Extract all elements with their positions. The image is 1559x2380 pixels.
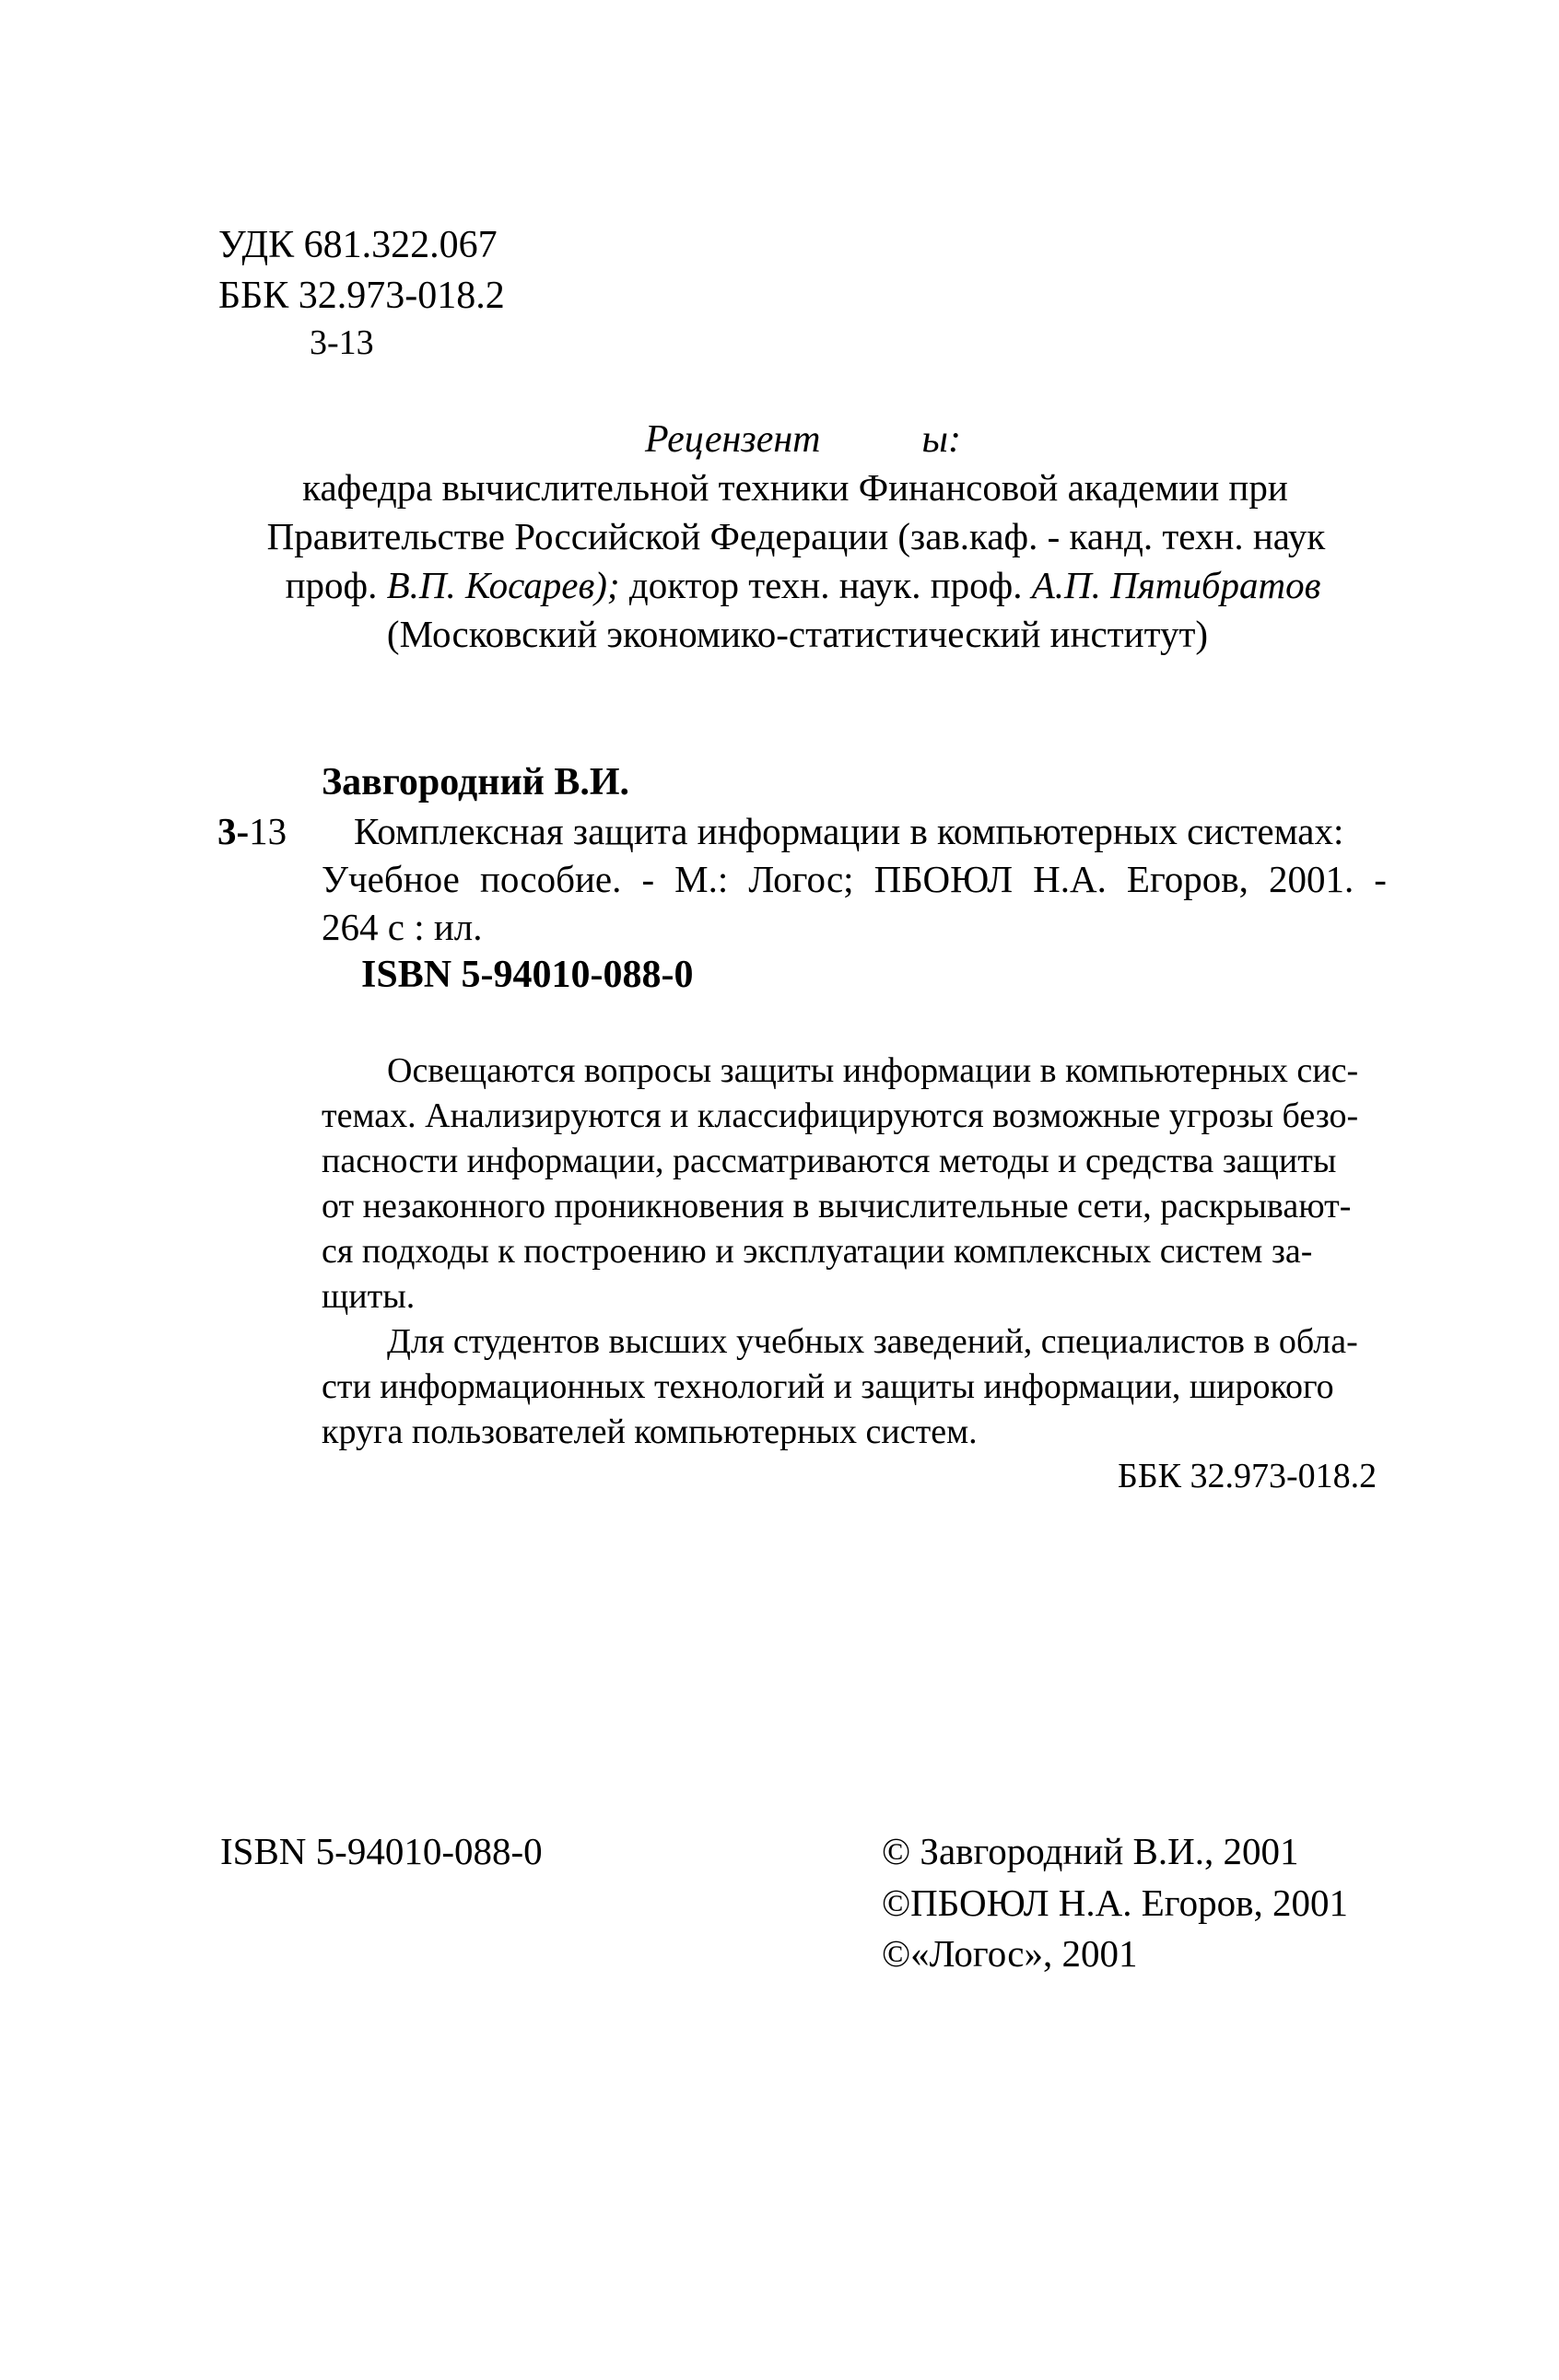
shelf-mark [217, 809, 287, 853]
annotation-line: от незаконного проникновения в вычислительные сети, раскрывают- [322, 1187, 1352, 1225]
annotation-line: сти информационных технологий и защиты информации, широкого [322, 1367, 1334, 1406]
bib-word: Егоров, [1126, 858, 1248, 900]
isbn-footer: ISBN 5-94010-088-0 [220, 1830, 543, 1872]
reviewers-heading-part1: Рецензент [645, 418, 821, 461]
reviewers-line-2: Правительстве Российской Федерации (зав.каф. - канд. техн. наук [266, 515, 1326, 557]
book-title-line-1: Комплексная защита информации в компьютерных системах: [354, 810, 1344, 852]
annotation-line: Освещаются вопросы защиты информации в компьютерных сис- [387, 1051, 1359, 1090]
reviewers-heading [645, 417, 961, 462]
shelf-mark-rest: 13 [249, 810, 287, 852]
annotation-line: круга пользователей компьютерных систем. [322, 1413, 978, 1451]
udk-code: УДК 681.322.067 [218, 224, 498, 266]
reviewers-line-4: (Московский экономико-статистический институт) [386, 613, 1209, 655]
bib-word: - [1374, 858, 1387, 900]
reviewer-kosarev: В.П. Косарев); [386, 564, 620, 606]
isbn-record: ISBN 5-94010-088-0 [361, 954, 694, 996]
copyright-logos: ©«Логос», 2001 [882, 1932, 1138, 1975]
bib-word: 2001. [1268, 858, 1354, 900]
annotation-line: щиты. [322, 1277, 416, 1316]
annotation-line: темах. Анализируются и классифицируются возможные угрозы безо- [322, 1096, 1359, 1135]
reviewers-line-3-c: доктор техн. наук. проф. [619, 564, 1032, 606]
annotation-line: пасности информации, рассматриваются методы и средства защиты [322, 1142, 1337, 1180]
bib-word: ПБОЮЛ [873, 858, 1014, 900]
bbk-code: ББК 32.973-018.2 [218, 275, 505, 317]
reviewers-line-3 [249, 563, 1357, 607]
bbk-code-bottom: ББК 32.973-018.2 [1118, 1457, 1377, 1495]
book-title-line-2 [322, 857, 1387, 901]
reviewers-heading-part2: ы: [921, 418, 961, 461]
page-count: 264 с : ил. [322, 906, 483, 948]
copyright-author: © Завгородний В.И., 2001 [882, 1830, 1299, 1872]
bib-word: Логос; [748, 858, 854, 900]
bib-word: Н.А. [1033, 858, 1107, 900]
bib-word: М.: [674, 858, 729, 900]
bib-word: Учебное [322, 858, 460, 900]
author-name: Завгородний В.И. [322, 761, 630, 803]
copyright-publisher: ©ПБОЮЛ Н.А. Егоров, 2001 [882, 1882, 1348, 1924]
annotation-line: Для студентов высших учебных заведений, специалистов в обла- [387, 1322, 1358, 1361]
annotation-line: ся подходы к построению и эксплуатации комплексных систем за- [322, 1232, 1313, 1271]
reviewers-line-1: кафедра вычислительной техники Финансовой академии при [302, 466, 1288, 509]
reviewers-line-3-a: проф. [285, 564, 387, 606]
author-mark: 3-13 [310, 323, 374, 362]
bib-word: - [641, 858, 655, 900]
reviewer-pyatibratov: А.П. Пятибратов [1031, 564, 1321, 606]
shelf-mark-bold: 3- [217, 810, 250, 852]
bib-word: пособие. [479, 858, 622, 900]
